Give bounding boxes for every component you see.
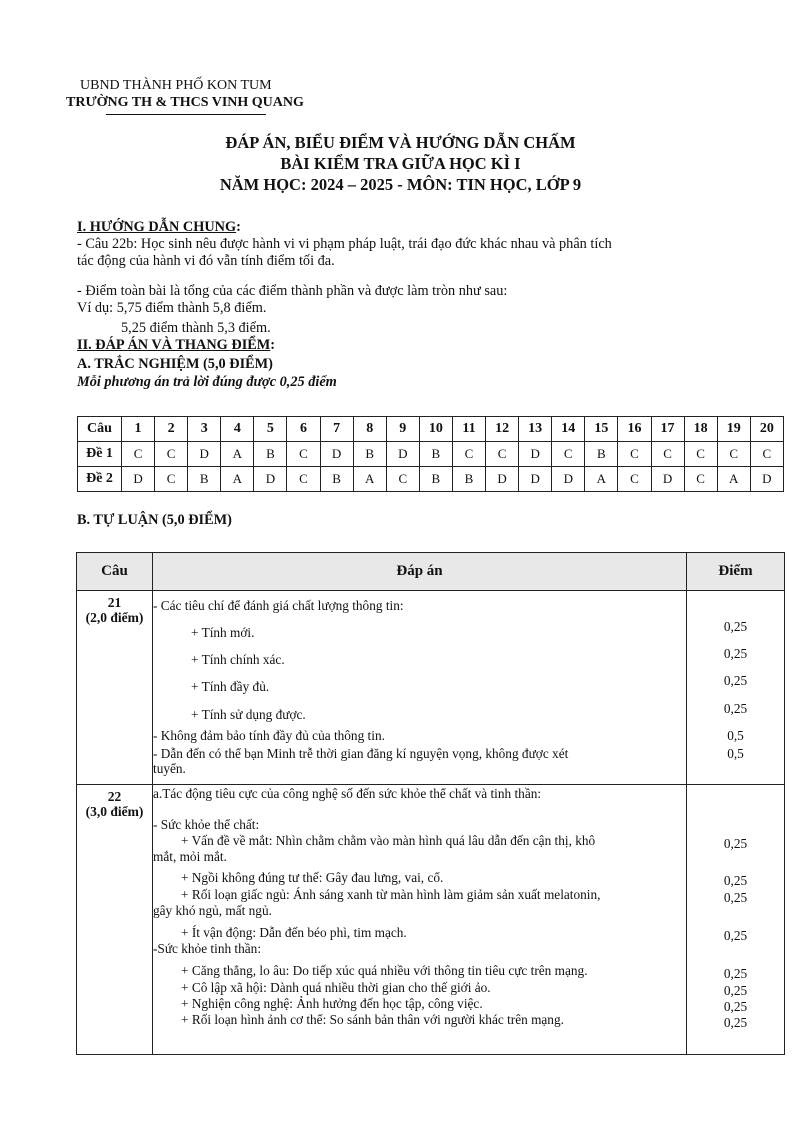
mc-answer: C (717, 442, 750, 467)
mc-num: 6 (287, 417, 320, 442)
answer-line: + Căng thẳng, lo âu: Do tiếp xúc quá nhiều với thông tin tiêu cực trên mạng. (181, 963, 588, 978)
answer-line: + Ngồi không đúng tư thế: Gây đau lưng, vai, cổ. (181, 870, 444, 885)
mc-num: 19 (717, 417, 750, 442)
mc-answer: D (486, 467, 519, 492)
answer-line: + Rối loạn hình ảnh cơ thể: So sánh bản thân với người khác trên mạng. (181, 1012, 564, 1027)
mc-answer: D (188, 442, 221, 467)
doc-title-1: ĐÁP ÁN, BIỂU ĐIỂM VÀ HƯỚNG DẪN CHẤM (225, 133, 576, 152)
mc-answer: C (486, 442, 519, 467)
mc-answer: C (155, 442, 188, 467)
score-value: 0,25 (723, 983, 748, 998)
score-value: 0,25 (723, 701, 748, 716)
score-value: 0,25 (723, 673, 748, 688)
question-number: 21 (107, 595, 122, 610)
answer-line: + Ít vận động: Dẫn đến béo phì, tim mạch. (181, 925, 407, 940)
mc-answer: B (452, 467, 485, 492)
school-name: TRƯỜNG TH & THCS VINH QUANG (66, 95, 304, 110)
answer-line: a.Tác động tiêu cực của công nghệ số đến sức khỏe thể chất và tinh thần: (153, 786, 542, 801)
score-value: 0,25 (723, 873, 748, 888)
mc-answer: C (552, 442, 585, 467)
answer-line: + Tính chính xác. (191, 652, 285, 667)
question-22-scores (687, 785, 785, 1055)
question-22-cell (77, 785, 153, 1055)
answer-line: -Sức khỏe tinh thần: (153, 941, 262, 956)
mc-num: 4 (221, 417, 254, 442)
question-21-answer (153, 591, 687, 785)
answer-line: tuyển. (153, 761, 186, 776)
part-a-note: Mỗi phương án trả lời đúng được 0,25 điểm (77, 374, 337, 390)
mc-row-de1 (78, 442, 784, 467)
score-value: 0,25 (723, 619, 748, 634)
answer-line: - Các tiêu chí để đánh giá chất lượng thông tin: (153, 598, 404, 613)
mc-row-de2 (78, 467, 784, 492)
section1-line5: 5,25 điểm thành 5,3 điểm. (121, 320, 271, 336)
answer-line: + Rối loạn giấc ngủ: Ánh sáng xanh từ màn hình làm giảm sản xuất melatonin, (181, 887, 601, 902)
question-number: 22 (107, 789, 122, 804)
org-name: UBND THÀNH PHỐ KON TUM (80, 78, 272, 93)
mc-answer: C (750, 442, 783, 467)
mc-header-row (78, 417, 784, 442)
answer-line: - Sức khỏe thể chất: (153, 817, 260, 832)
mc-answer: C (287, 442, 320, 467)
mc-answer: B (320, 467, 353, 492)
essay-answer-table (76, 552, 785, 1055)
essay-header-score: Điểm (687, 553, 785, 591)
mc-answer: C (618, 442, 651, 467)
mc-answer: B (353, 442, 386, 467)
doc-title-3: NĂM HỌC: 2024 – 2025 - MÔN: TIN HỌC, LỚP 9 (219, 175, 582, 194)
score-value: 0,25 (723, 999, 748, 1014)
score-value: 0,25 (723, 928, 748, 943)
mc-num: 17 (651, 417, 684, 442)
mc-answer: B (188, 467, 221, 492)
question-21-scores (687, 591, 785, 785)
mc-num: 11 (452, 417, 485, 442)
score-value: 0,25 (723, 1015, 748, 1030)
mc-answer: A (221, 467, 254, 492)
score-value: 0,25 (723, 890, 748, 905)
mc-answer: C (287, 467, 320, 492)
mc-num: 3 (188, 417, 221, 442)
mc-answer: C (684, 442, 717, 467)
question-21-cell (77, 591, 153, 785)
mc-num: 2 (155, 417, 188, 442)
essay-row-21 (77, 591, 785, 785)
essay-header-row (77, 553, 785, 591)
mc-answer: A (717, 467, 750, 492)
section2-heading: II. ĐÁP ÁN VÀ THANG ĐIỂM: (77, 337, 276, 353)
mc-answer: D (254, 467, 287, 492)
mc-answer: D (386, 442, 419, 467)
mc-answer: D (552, 467, 585, 492)
mc-answer: C (618, 467, 651, 492)
score-value: 0,25 (723, 646, 748, 661)
question-points: (2,0 điểm) (85, 610, 144, 625)
section1-line3: - Điểm toàn bài là tổng của các điểm thành phần và được làm tròn như sau: (77, 283, 508, 299)
mc-answer: D (651, 467, 684, 492)
answer-line: mắt, mỏi mắt. (153, 849, 227, 864)
mc-answer: D (519, 442, 552, 467)
question-points: (3,0 điểm) (85, 804, 144, 819)
question-22-answer (153, 785, 687, 1055)
mc-num: 1 (122, 417, 155, 442)
answer-line: - Không đảm bảo tính đầy đủ của thông tin. (153, 728, 385, 743)
mc-answer: A (353, 467, 386, 492)
mc-header-label: Câu (78, 417, 122, 442)
mc-answer: C (155, 467, 188, 492)
score-value: 0,25 (723, 966, 748, 981)
mc-answer: B (419, 467, 452, 492)
mc-answer: C (452, 442, 485, 467)
mc-answer: B (419, 442, 452, 467)
part-b-heading: B. TỰ LUẬN (5,0 ĐIỂM) (77, 512, 232, 528)
mc-num: 12 (486, 417, 519, 442)
score-value: 0,5 (727, 746, 744, 761)
essay-header-question: Câu (77, 553, 153, 591)
mc-answer: A (585, 467, 618, 492)
answer-line: gây khó ngủ, mất ngủ. (153, 903, 272, 918)
mc-answer: D (750, 467, 783, 492)
mc-num: 8 (353, 417, 386, 442)
mc-num: 20 (750, 417, 783, 442)
essay-row-22 (77, 785, 785, 1055)
score-value: 0,25 (723, 836, 748, 851)
section1-line1: - Câu 22b: Học sinh nêu được hành vi vi phạm pháp luật, trái đạo đức khác nhau và phân tích (77, 236, 612, 252)
part-a-heading: A. TRẮC NGHIỆM (5,0 ĐIỂM) (77, 356, 273, 372)
answer-line: + Tính sử dụng được. (191, 707, 306, 722)
mc-num: 10 (419, 417, 452, 442)
mc-answer-table (77, 416, 784, 492)
mc-num: 7 (320, 417, 353, 442)
mc-num: 15 (585, 417, 618, 442)
answer-line: + Tính đầy đủ. (191, 679, 270, 694)
mc-answer: B (585, 442, 618, 467)
answer-line: + Cô lập xã hội: Dành quá nhiều thời gian cho thế giới ảo. (181, 980, 491, 995)
section1-line2: tác động của hành vi đó vẫn tính điểm tối đa. (77, 253, 335, 269)
school-underline (106, 114, 266, 115)
section1-heading: I. HƯỚNG DẪN CHUNG: (77, 219, 241, 235)
mc-answer: C (684, 467, 717, 492)
mc-num: 5 (254, 417, 287, 442)
answer-line: + Tính mới. (191, 625, 255, 640)
mc-answer: C (651, 442, 684, 467)
section1-line4: Ví dụ: 5,75 điểm thành 5,8 điểm. (77, 300, 267, 316)
mc-answer: C (386, 467, 419, 492)
mc-answer: C (122, 442, 155, 467)
mc-num: 14 (552, 417, 585, 442)
doc-title-2: BÀI KIỂM TRA GIỮA HỌC KÌ I (280, 154, 521, 173)
mc-num: 18 (684, 417, 717, 442)
essay-header-answer: Đáp án (153, 553, 687, 591)
answer-line: - Dẫn đến có thể bạn Minh trễ thời gian đăng kí nguyện vọng, không được xét (153, 746, 569, 761)
mc-num: 9 (386, 417, 419, 442)
mc-answer: D (320, 442, 353, 467)
mc-num: 16 (618, 417, 651, 442)
mc-answer: D (519, 467, 552, 492)
mc-row-label: Đề 1 (78, 442, 122, 467)
answer-line: + Vấn đề về mắt: Nhìn chằm chằm vào màn hình quá lâu dẫn đến cận thị, khô (181, 833, 596, 848)
answer-line: + Nghiện công nghệ: Ảnh hưởng đến học tập, công việc. (181, 996, 483, 1011)
mc-answer: A (221, 442, 254, 467)
mc-answer: B (254, 442, 287, 467)
score-value: 0,5 (727, 728, 744, 743)
mc-num: 13 (519, 417, 552, 442)
mc-answer: D (122, 467, 155, 492)
mc-row-label: Đề 2 (78, 467, 122, 492)
